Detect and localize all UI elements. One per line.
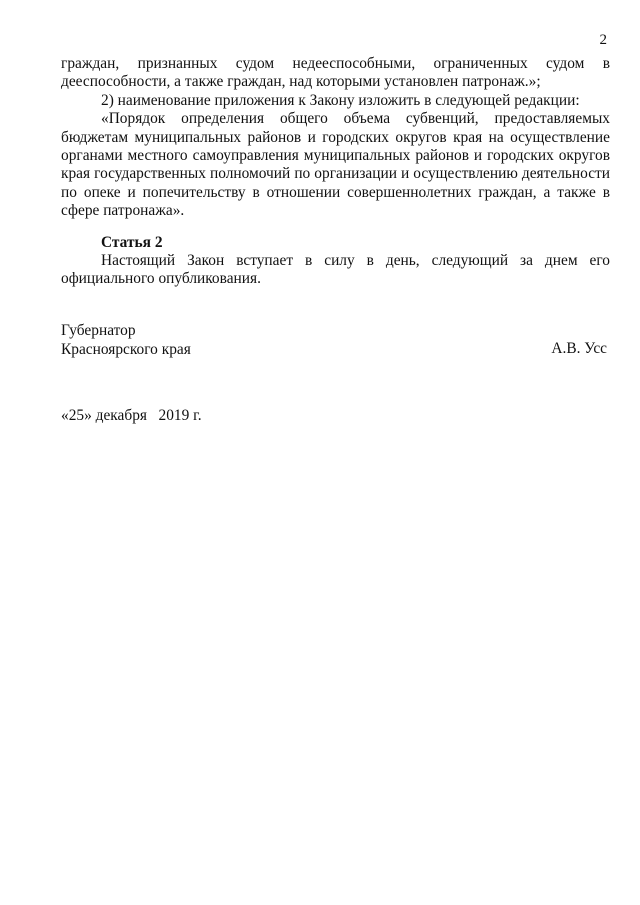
signing-date: «25» декабря 2019 г.: [61, 407, 202, 424]
amendment-text: [61, 55, 610, 221]
signatory-title-line1: Губернатор: [61, 322, 136, 339]
paragraph-item-2: 2) наименование приложения к Закону изложить в следующей редакции:: [101, 91, 580, 109]
article-body: [61, 252, 610, 289]
paragraph-continuation: граждан, признанных судом недееспособными, ограниченных судом в дееспособности, а также граждан, над которыми установлен патронаж.»;: [61, 55, 610, 91]
signatory-title-line2: Красноярского края: [61, 340, 191, 358]
article-paragraph: Настоящий Закон вступает в силу в день, следующий за днем его официального опубликования.: [61, 252, 610, 288]
signatory-title: [61, 322, 191, 359]
page-number: 2: [599, 32, 607, 48]
paragraph-quoted-title: «Порядок определения общего объема субвенций, предоставляемых бюджетам муниципальных районов и городских округов края на осуществление органами местного самоуправления муниципальных районов и городских округов края государственных полномочий по организации и осуществлению деятельности по опеке и попечительству в отношении совершеннолетних граждан, а также в сфере патронажа».: [61, 110, 610, 220]
signatory-name: А.В. Усс: [551, 340, 607, 357]
article-heading: Статья 2: [101, 234, 163, 251]
